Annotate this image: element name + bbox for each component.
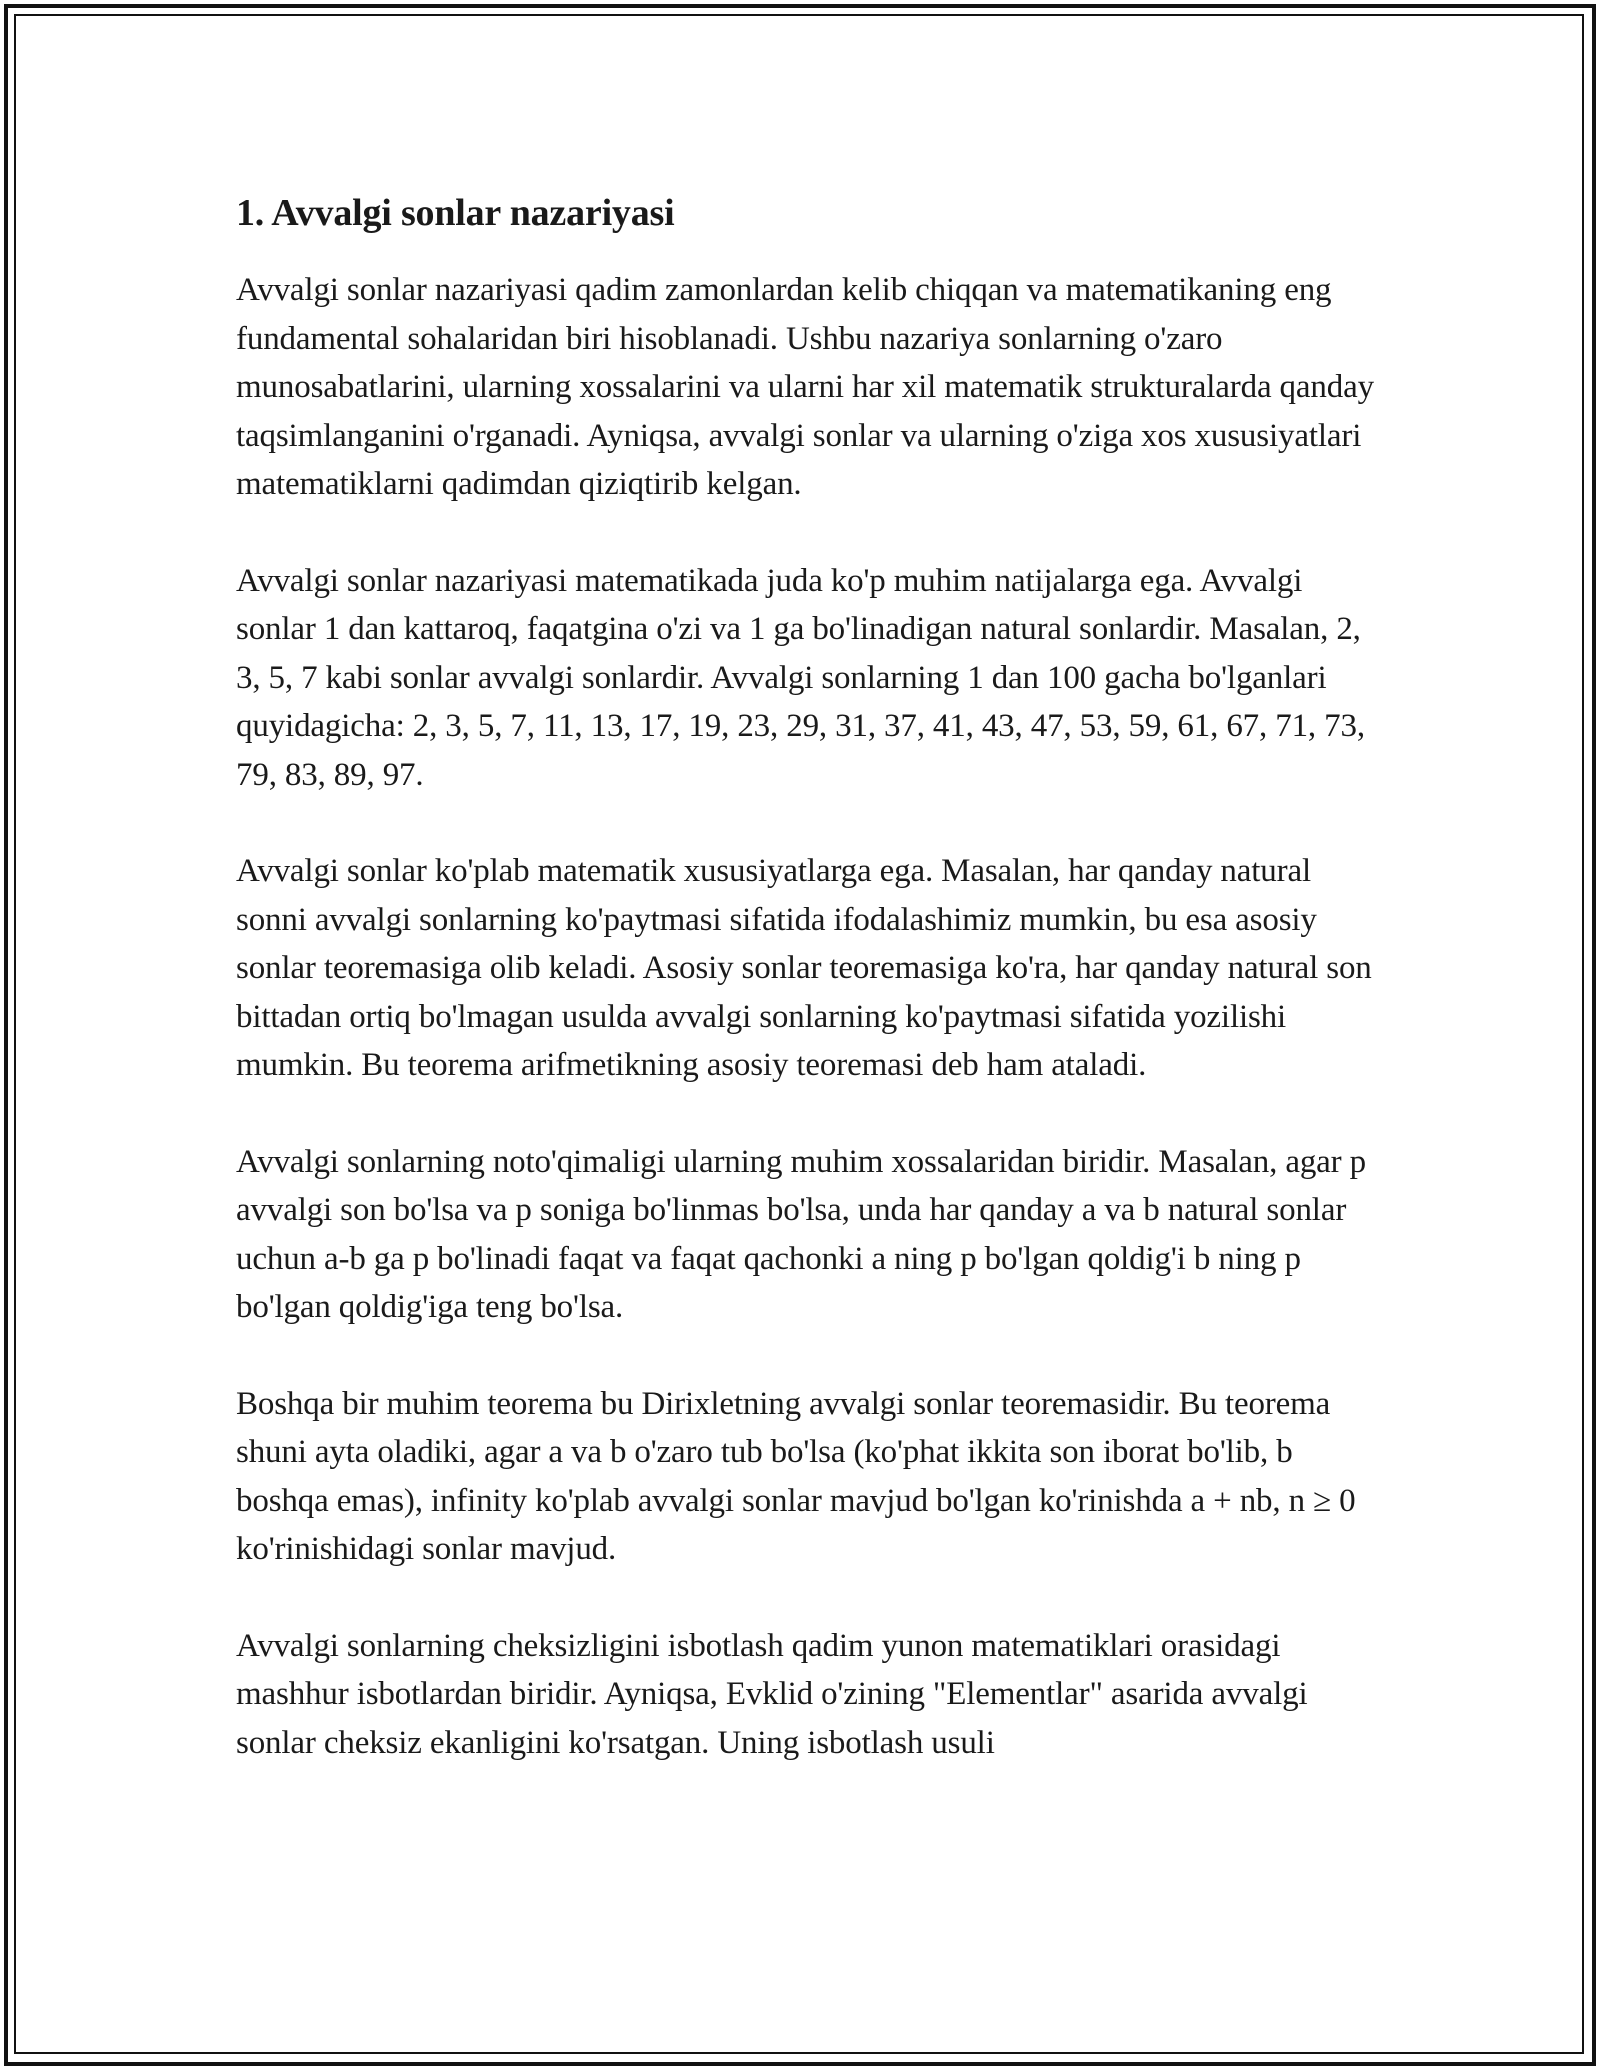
paragraph-properties: Avvalgi sonlarning noto'qimaligi ularning muhim xossalaridan biridir. Masalan, agar p avvalgi son bo'lsa va p soniga bo'linmas bo'lsa, unda har qanday a va b natural sonlar uchun a-b ga p bo'linadi faqat va faqat qachonki a ning p bo'lgan qoldig'i b ning p bo'lgan qoldig'iga teng bo'lsa. [236, 1143, 1366, 1325]
paragraph-intro: Avvalgi sonlar nazariyasi qadim zamonlardan kelib chiqqan va matematikaning eng fundamental sohalaridan biri hisoblanadi. Ushbu nazariya sonlarning o'zaro munosabatlarini, ularning xossalarini va ularni har xil matematik strukturalarda qanday taqsimlanganini o'rganadi. Ayniqsa, avvalgi sonlar va ularning o'ziga xos xususiyatlari matematiklarni qadimdan qiziqtirib kelgan. [236, 272, 1374, 502]
paragraph-dirichlet: Boshqa bir muhim teorema bu Dirixletning avvalgi sonlar teoremasidir. Bu teorema shuni ayta oladiki, agar a va b o'zaro tub bo'lsa (ko'phat ikkita son iborat bo'lib, b boshqa emas), infinity ko'plab avvalgi sonlar mavjud bo'lgan ko'rinishda a + nb, n ≥ 0 ko'rinishidagi sonlar mavjud. [236, 1385, 1356, 1567]
paragraph-definition: Avvalgi sonlar nazariyasi matematikada juda ko'p muhim natijalarga ega. Avvalgi sonlar 1 dan kattaroq, faqatgina o'zi va 1 ga bo'linadigan natural sonlardir. Masalan, 2, 3, 5, 7 kabi sonlar avvalgi sonlardir. Avvalgi sonlarning 1 dan 100 gacha bo'lganlari quyidagicha: 2, 3, 5, 7, 11, 13, 17, 19, 23, 29, 31, 37, 41, 43, 47, 53, 59, 61, 67, 71, 73, 79, 83, 89, 97. [236, 562, 1365, 793]
document-body [236, 184, 1376, 1767]
paragraph-infinitude: Avvalgi sonlarning cheksizligini isbotlash qadim yunon matematiklari orasidagi mashhur isbotlardan biridir. Ayniqsa, Evklid o'zining "Elementlar" asarida avvalgi sonlar cheksiz ekanligini ko'rsatgan. Uning isbotlash usuli [236, 1627, 1308, 1761]
paragraph-fundamental-theorem: Avvalgi sonlar ko'plab matematik xususiyatlarga ega. Masalan, har qanday natural sonni avvalgi sonlarning ko'paytmasi sifatida ifodalashimiz mumkin, bu esa asosiy sonlar teoremasiga olib keladi. Asosiy sonlar teoremasiga ko'ra, har qanday natural son bittadan ortiq bo'lmagan usulda avvalgi sonlarning ko'paytmasi sifatida yozilishi mumkin. Bu teorema arifmetikning asosiy teoremasi deb ham ataladi. [236, 853, 1372, 1083]
section-heading: 1. Avvalgi sonlar nazariyasi [236, 192, 675, 234]
